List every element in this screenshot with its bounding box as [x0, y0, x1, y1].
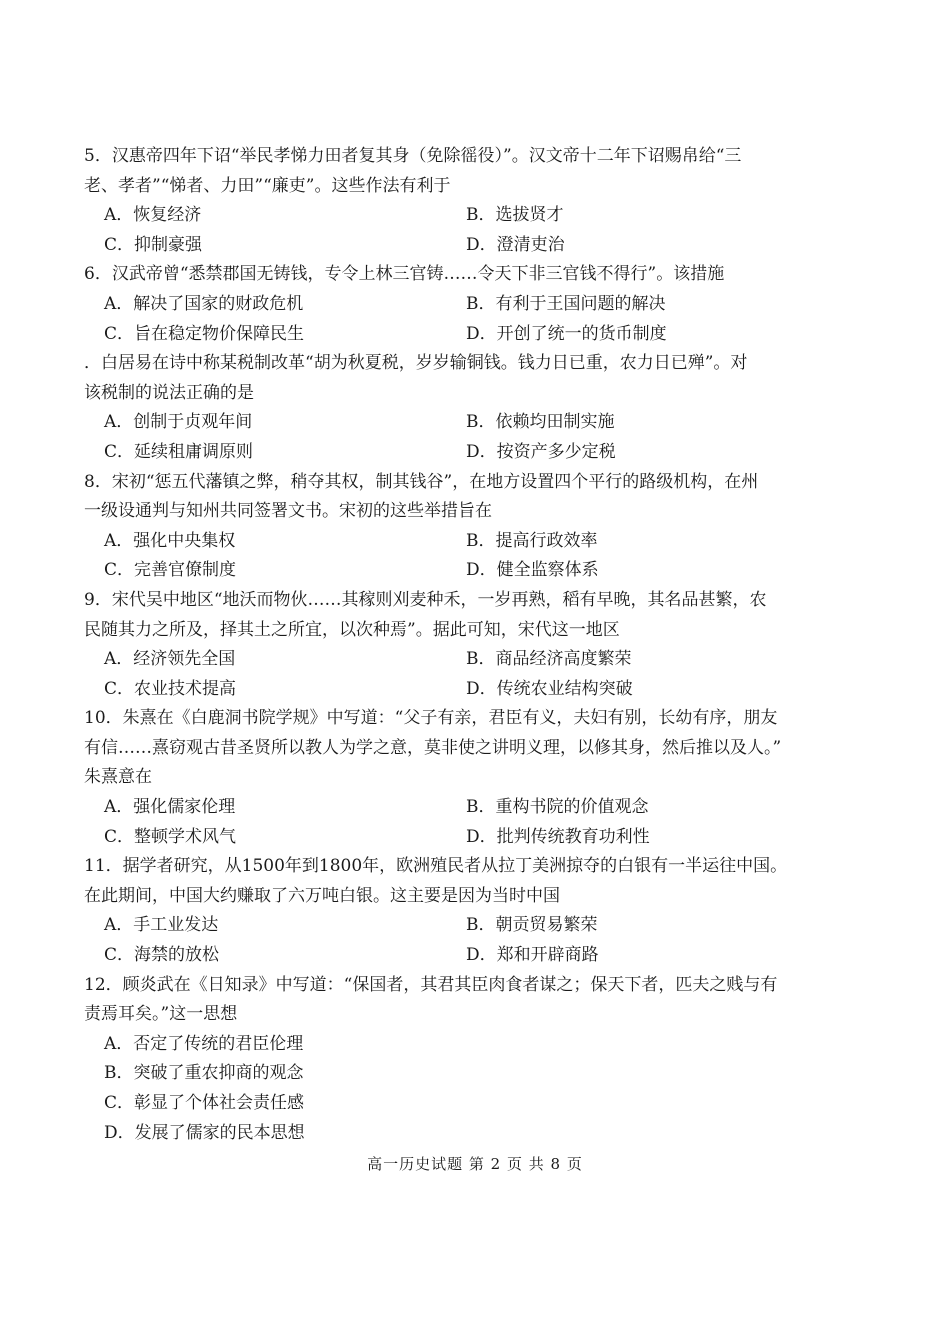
- question-stem-line: 老、孝者”“悌者、力田”“廉吏”。这些作法有利于: [84, 175, 451, 196]
- question-5: [84, 142, 804, 260]
- options-row: [84, 675, 804, 705]
- options-row: [84, 290, 804, 320]
- options-row: [84, 527, 804, 557]
- option-a: A．经济领先全国: [104, 649, 236, 670]
- question-stem-line: 11．据学者研究，从1500年到1800年，欧洲殖民者从拉丁美洲掠夺的白银有一半运往中国。: [84, 856, 788, 877]
- option-d: D．郑和开辟商路: [466, 945, 599, 966]
- option-b: B．有利于王国问题的解决: [466, 293, 666, 314]
- question-stem-line: 8．宋初“惩五代藩镇之弊，稍夺其权，制其钱谷”，在地方设置四个平行的路级机构，在州: [84, 471, 759, 492]
- question-stem-line: 民随其力之所及，择其土之所宜，以次种焉”。据此可知，宋代这一地区: [84, 619, 620, 640]
- option-b: B．商品经济高度繁荣: [466, 649, 632, 670]
- option-d: D．开创了统一的货币制度: [466, 323, 667, 344]
- question-11: [84, 852, 804, 970]
- question-stem-line: 6．汉武帝曾“悉禁郡国无铸钱，专令上林三官铸……令天下非三官钱不得行”。该措施: [84, 264, 725, 285]
- option-b: B．重构书院的价值观念: [466, 797, 649, 818]
- option-b: B．选拔贤才: [466, 205, 564, 226]
- option-b: B．依赖均田制实施: [466, 412, 615, 433]
- question-8: [84, 468, 804, 586]
- option-d: D．传统农业结构突破: [466, 678, 633, 699]
- question-stem-line: 在此期间，中国大约赚取了六万吨白银。这主要是因为当时中国: [84, 885, 560, 906]
- option-c: C．旨在稳定物价保障民生: [104, 323, 305, 344]
- page-footer: 高一历史试题 第 2 页 共 8 页: [367, 1155, 583, 1173]
- option-a: A．解决了国家的财政危机: [104, 293, 304, 314]
- option-a: A．强化儒家伦理: [104, 797, 236, 818]
- question-stem-line: 有信……熹窃观古昔圣贤所以教人为学之意，莫非使之讲明义理，以修其身，然后推以及人。”: [84, 737, 782, 758]
- option-a: A．强化中央集权: [104, 530, 236, 551]
- option-c: C．延续租庸调原则: [104, 441, 254, 462]
- option-c: C．抑制豪强: [104, 234, 203, 255]
- option-d: D．健全监察体系: [466, 560, 599, 581]
- question-stem-line: 10．朱熹在《白鹿洞书院学规》中写道：“父子有亲，君臣有义，夫妇有别，长幼有序，朋友: [84, 708, 778, 729]
- option-d: D．澄清吏治: [466, 234, 565, 255]
- question-stem-line: 5．汉惠帝四年下诏“举民孝悌力田者复其身（免除徭役）”。汉文帝十二年下诏赐帛给“三: [84, 146, 742, 166]
- options-row: [84, 320, 804, 350]
- option-d: D．发展了儒家的民本思想: [104, 1122, 305, 1143]
- option-c: C．整顿学术风气: [104, 826, 237, 847]
- question-stem-line: 该税制的说法正确的是: [84, 382, 254, 403]
- option-b: B．突破了重农抑商的观念: [104, 1063, 304, 1084]
- options-row: [84, 556, 804, 586]
- question-stem-line: 9．宋代吴中地区“地沃而物伙……其稼则刈麦种禾，一岁再熟，稻有早晚，其名品甚繁，农: [84, 589, 767, 610]
- options-row: [84, 231, 804, 261]
- option-b: B．提高行政效率: [466, 530, 598, 551]
- options-row: [84, 201, 804, 231]
- options-row: [84, 645, 804, 675]
- question-stem-line: ．白居易在诗中称某税制改革“胡为秋夏税，岁岁输铜钱。钱力日已重，农力日已殚”。对: [84, 353, 748, 374]
- options-row: [84, 941, 804, 971]
- question-stem-line: 责焉耳矣。”这一思想: [84, 1004, 238, 1025]
- options-row: [84, 823, 804, 853]
- option-b: B．朝贡贸易繁荣: [466, 915, 598, 936]
- option-a: A．创制于贞观年间: [104, 412, 253, 433]
- option-d: D．按资产多少定税: [466, 441, 616, 462]
- question-7: [84, 349, 804, 467]
- option-a: A．恢复经济: [104, 205, 202, 226]
- question-stem-line: 一级设通判与知州共同签署文书。宋初的这些举措旨在: [84, 501, 492, 522]
- question-10: [84, 704, 804, 852]
- options-row: [84, 408, 804, 438]
- question-stem-line: 12．顾炎武在《日知录》中写道：“保国者，其君其臣肉食者谋之；保天下者，匹夫之贱与有: [84, 974, 778, 995]
- question-list: [84, 142, 804, 1148]
- option-a: A．手工业发达: [104, 915, 219, 936]
- option-c: C．完善官僚制度: [104, 560, 237, 581]
- options-row: [84, 438, 804, 468]
- question-9: [84, 586, 804, 704]
- option-a: A．否定了传统的君臣伦理: [104, 1033, 304, 1054]
- question-6: [84, 260, 804, 349]
- option-c: C．彰显了个体社会责任感: [104, 1093, 305, 1113]
- option-d: D．批判传统教育功利性: [466, 826, 650, 847]
- option-c: C．农业技术提高: [104, 678, 237, 699]
- question-12: [84, 971, 804, 1149]
- options-row: [84, 793, 804, 823]
- question-stem-line: 朱熹意在: [84, 767, 152, 788]
- options-row: [84, 911, 804, 941]
- option-c: C．海禁的放松: [104, 945, 220, 966]
